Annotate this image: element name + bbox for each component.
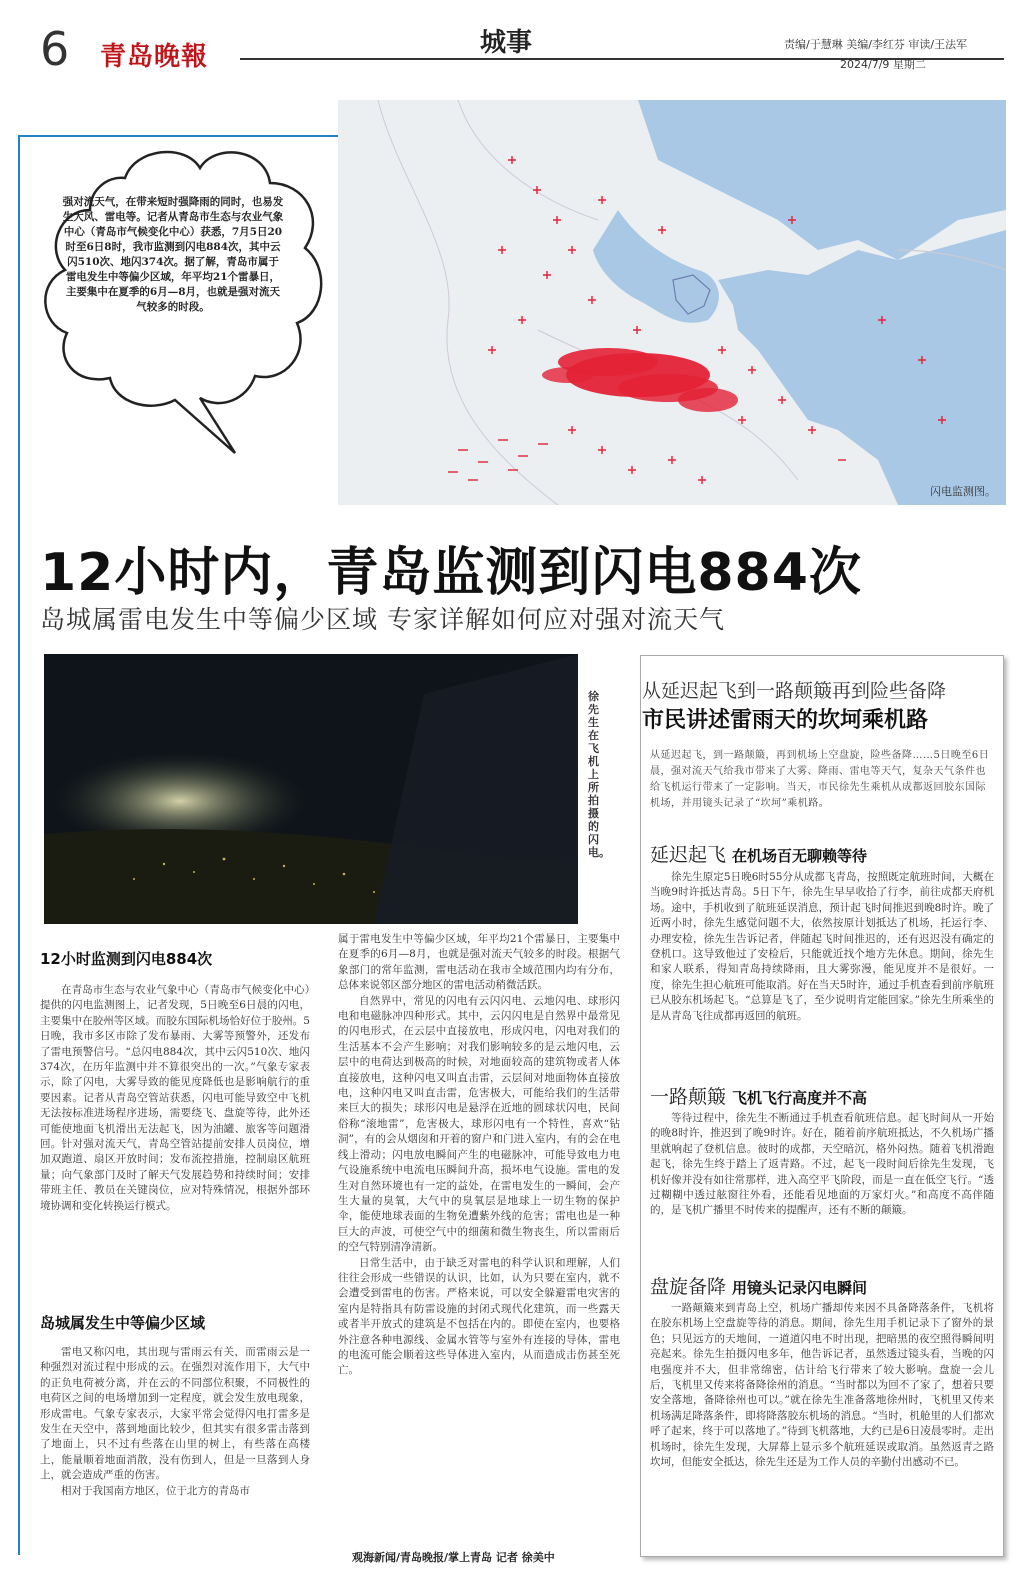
- byline: 观海新闻/青岛晚报/掌上青岛 记者 徐美中: [352, 1551, 555, 1564]
- sidebar-title: 市民讲述雷雨天的坎坷乘机路: [642, 708, 929, 733]
- article-column-1a: [40, 983, 310, 1214]
- map-graphic: [338, 100, 1006, 505]
- sidebar-paragraph: 等待过程中，徐先生不断通过手机查看航班信息。起飞时间从一开始的晚8时许，推迟到了晚9时许。好在，随着前序航班抵达，不久机场广播里就响起了登机信息。彼时的成都，天空暗沉，格外闷热。随着飞机滑跑起飞，徐先生终于踏上了返青路。不过，起飞一段时间后徐先生发现，飞机好像并没有如往常那样，进入高空平飞阶段，而是一直在低空飞行。“透过糊糊中透过舷窗往外看，还能看见地面的万家灯火。”和高度不高伴随的，是飞机广播里不时传来的提醒声，还有不断的颠簸。: [650, 1112, 994, 1217]
- article-paragraph: 属于雷电发生中等偏少区域，年平均21个雷暴日，主要集中在夏季的6月—8月，也就是强对流天气较多的时段。根据气象部门的常年监测，雷电活动在我市全域范围内均有分布，总体来说邻区部分地区的雷电活动稍微活跃。: [338, 933, 620, 992]
- subheading-detail: 用镜头记录闪电瞬间: [732, 1279, 868, 1297]
- sidebar-subheading-delay: [650, 840, 867, 867]
- section-title: 城事: [480, 28, 533, 58]
- headline: 12小时内，青岛监测到闪电884次: [40, 543, 862, 603]
- sidebar-paragraph: 徐先生原定5日晚6时55分从成都飞青岛，按照既定航班时间，大概在当晚9时许抵达青岛。5日下午，徐先生早早收拾了行李，前往成都天府机场。途中，手机收到了航班延误消息，预计起飞时间推迟到晚8时许。晚了近两小时，徐先生感觉问题不大，依然按原计划抵达了机场，托运行李、办理安检，徐先生告诉记者，伴随起飞时间推迟的，还有迟迟没有确定的登机口。这导致他过了安检后，只能就近找个地方先休息。期间，徐先生和家人联系，得知青岛持续降雨，且大雾弥漫，能见度并不是很好。一度，徐先生担心航班可能取消。好在当天5时许，通过手机查看到前序航班已从胶东机场起飞。“总算是飞了，至少说明肯定能回家。”徐先生所乘坐的是从青岛飞往成都再返回的航班。: [650, 871, 994, 1022]
- lightning-map: [338, 100, 1006, 505]
- photo-caption: 徐先生在飞机上所拍摄的闪电。: [588, 690, 610, 859]
- section-heading-lightning-count: 12小时监测到闪电884次: [40, 950, 213, 968]
- article-paragraph: 相对于我国南方地区，位于北方的青岛市: [61, 1484, 250, 1497]
- sidebar-paragraph: 一路颠簸来到青岛上空，机场广播却传来因不具备降落条件，飞机将在胶东机场上空盘旋等待的消息。期间，徐先生用手机记录下了窗外的景色；只见远方的天地间，一道道闪电不时出现，把暗黑的夜空照得瞬间明亮起来。徐先生拍摄闪电多年，他告诉记者，虽然透过镜头看，当晚的闪电强度并不大，但非常绵密，估计给飞行带来了较大影响。盘旋一会儿后，飞机里又传来将备降徐州的消息。“当时都以为回不了家了，想着只要安全落地，备降徐州也可以。”就在徐先生准备落地徐州时，飞机里又传来机场满足降落条件，即将降落胶东机场的消息。“当时，机舱里的人们都欢呼了起来，终于可以落地了。”待到飞机落地，大约已是6日凌晨零时。走出机场时，徐先生发现，大屏幕上显示多个航班延误或取消。虽然返青之路坎坷，但能安全抵达，徐先生还是为工作人员的辛勤付出感动不已。: [650, 1302, 994, 1469]
- article-column-1b: [40, 1345, 310, 1499]
- page-number: 6: [40, 22, 70, 76]
- subheading-main: 一路颠簸: [650, 1086, 727, 1108]
- section-heading-low-frequency: 岛城属发生中等偏少区域: [40, 1314, 206, 1332]
- sidebar-lead: 从延迟起飞，到一路颠簸，再到机场上空盘旋，险些备降……5日晚至6日晨，强对流天气给我市带来了大雾、降雨、雷电等天气，复杂天气条件也给飞机运行带来了一定影响。当天，市民徐先生乘机从成都返回胶东国际机场，并用镜头记录了“坎坷”乘机路。: [650, 750, 990, 809]
- photo-graphic: [44, 654, 578, 924]
- subheading-main: 盘旋备降: [650, 1276, 727, 1298]
- frame-top-rule: [18, 135, 338, 137]
- subheading-detail: 在机场百无聊赖等待: [732, 847, 868, 865]
- header-rule: [240, 58, 1004, 60]
- article-column-2: [338, 932, 620, 1379]
- sidebar-subheading-circling: [650, 1272, 867, 1299]
- subheading-main: 延迟起飞: [650, 844, 727, 866]
- article-paragraph: 日常生活中，由于缺乏对雷电的科学认识和理解，人们往往会形成一些错误的认识，比如，认为只要在室内，就不会遭受到雷电的伤害。严格来说，可以安全躲避雷电灾害的室内是特指具有防雷设施的封闭式现代化建筑，而一些露天或者半开放式的建筑是不包括在内的。即使在室内，也要格外注意各种电源线、金属水管等与室外有连接的导体，雷电的电流可能会顺着这些导体进入室内，从而造成击伤甚至死亡。: [338, 1256, 620, 1377]
- article-paragraph: 自然界中，常见的闪电有云闪闪电、云地闪电、球形闪电和电磁脉冲四种形式。其中，云闪闪电是自然界中最常见的闪电形式，在云层中直接放电，形成闪电，闪电对我们的生活基本不会产生影响；对我们影响较多的是云地闪电，云层中的电荷达到极高的时候，对地面较高的建筑物或者人体直接放电，这种闪电又叫直击雷，云层间对地面物体直接放电，这种闪电又叫直击雷，危害极大，可能给我们的生活带来巨大的损失；球形闪电是悬浮在近地的圆球状闪电，民间俗称“滚地雷”，危害极大，球形闪电有一个特性，喜欢“钻洞”，有的会从烟囱和开着的窗户和门进入室内，有的会在电线上滑动；闪电放电瞬间产生的电磁脉冲，可能导致电力电气设施系统中电流电压瞬间升高，损坏电气设施。雷电的发生对自然环境也有一定的益处，在雷电发生的一瞬间，会产生大量的臭氧，大气中的臭氧层是地球上一切生物的保护伞，能使地球表面的生物免遭紫外线的危害；雷电也是一种巨大的声波，可使空气中的细菌和微生物丧生，所以雷雨后的空气特别清净清新。: [338, 994, 620, 1254]
- sidebar-text-2: [650, 1111, 994, 1219]
- issue-date: 2024/7/9 星期二: [840, 58, 926, 71]
- intro-text: 强对流天气，在带来短时强降雨的同时，也易发生大风、雷电等。记者从青岛市生态与农业气象中心（青岛市气候变化中心）获悉，7月5日20时至6日8时，我市监测到闪电884次，其中云闪510次、地闪374次。据了解，青岛市属于雷电发生中等偏少区域，年平均21个雷暴日，主要集中在夏季的6月—8月，也就是强对流天气较多的时段。: [62, 196, 284, 313]
- editor-credits: 责编/于慧琳 美编/李红芬 审读/王法军: [784, 38, 968, 51]
- map-caption: 闪电监测图。: [930, 485, 996, 498]
- subheadline: 岛城属雷电发生中等偏少区域 专家详解如何应对强对流天气: [40, 605, 725, 634]
- subheading-detail: 飞机飞行高度并不高: [732, 1089, 868, 1107]
- sidebar-text-1: [650, 870, 994, 1024]
- sidebar-text-3: [650, 1301, 994, 1470]
- article-paragraph: 在青岛市生态与农业气象中心（青岛市气候变化中心）提供的闪电监测图上，记者发现，5日晚至6日晨的闪电，主要集中在胶州等区域。而胶东国际机场恰好位于胶州。5日晚，我市多区市除了发布暴雨、大雾等预警外，还发布了雷电预警信号。“总闪电884次，其中云闪510次、地闪374次，在历年监测中并不算很突出的一次。”气象专家表示，除了闪电，大雾导致的能见度降低也是影响航行的重要因素。记者从青岛空管站获悉，闪电可能导致空中飞机无法按标准进场程序进场，需要绕飞、盘旋等待，此外还可能使地面飞机滑出无法起飞，因为油罐、旅客等问题滑回。针对强对流天气，青岛空管站提前安排人员岗位，增加双跑道、扇区开放时间；发布流控措施，控制扇区航班量；向气象部门及时了解天气发展趋势和持续时间；安排带班主任、教员在关键岗位，应对特殊情况，根据外部环境协调和变化转换运行模式。: [40, 984, 310, 1212]
- lightning-photo: [44, 654, 578, 924]
- newspaper-logo: 青岛晚報: [100, 42, 209, 72]
- article-paragraph: 雷电又称闪电，其出现与雷雨云有关，而雷雨云是一种强烈对流过程中形成的云。在强烈对流作用下，大气中的正负电荷被分离，并在云的不同部位积聚，不同极性的电荷区之间的电场增加到一定程度，就会发生放电现象，形成雷电。气象专家表示，大家平常会觉得闪电打雷多是发生在天空中，落到地面比较少，但其实有很多雷击落到了地面上，只不过有些落在山里的树上，有些落在高楼上，能量顺着地面消散，没有伤到人，但是一旦落到人身上，就会造成严重的伤害。: [40, 1346, 310, 1482]
- sidebar-subheading-turbulence: [650, 1082, 867, 1109]
- frame-left-rule: [18, 135, 20, 1555]
- sidebar-kicker: 从延迟起飞到一路颠簸再到险些备降: [642, 680, 947, 702]
